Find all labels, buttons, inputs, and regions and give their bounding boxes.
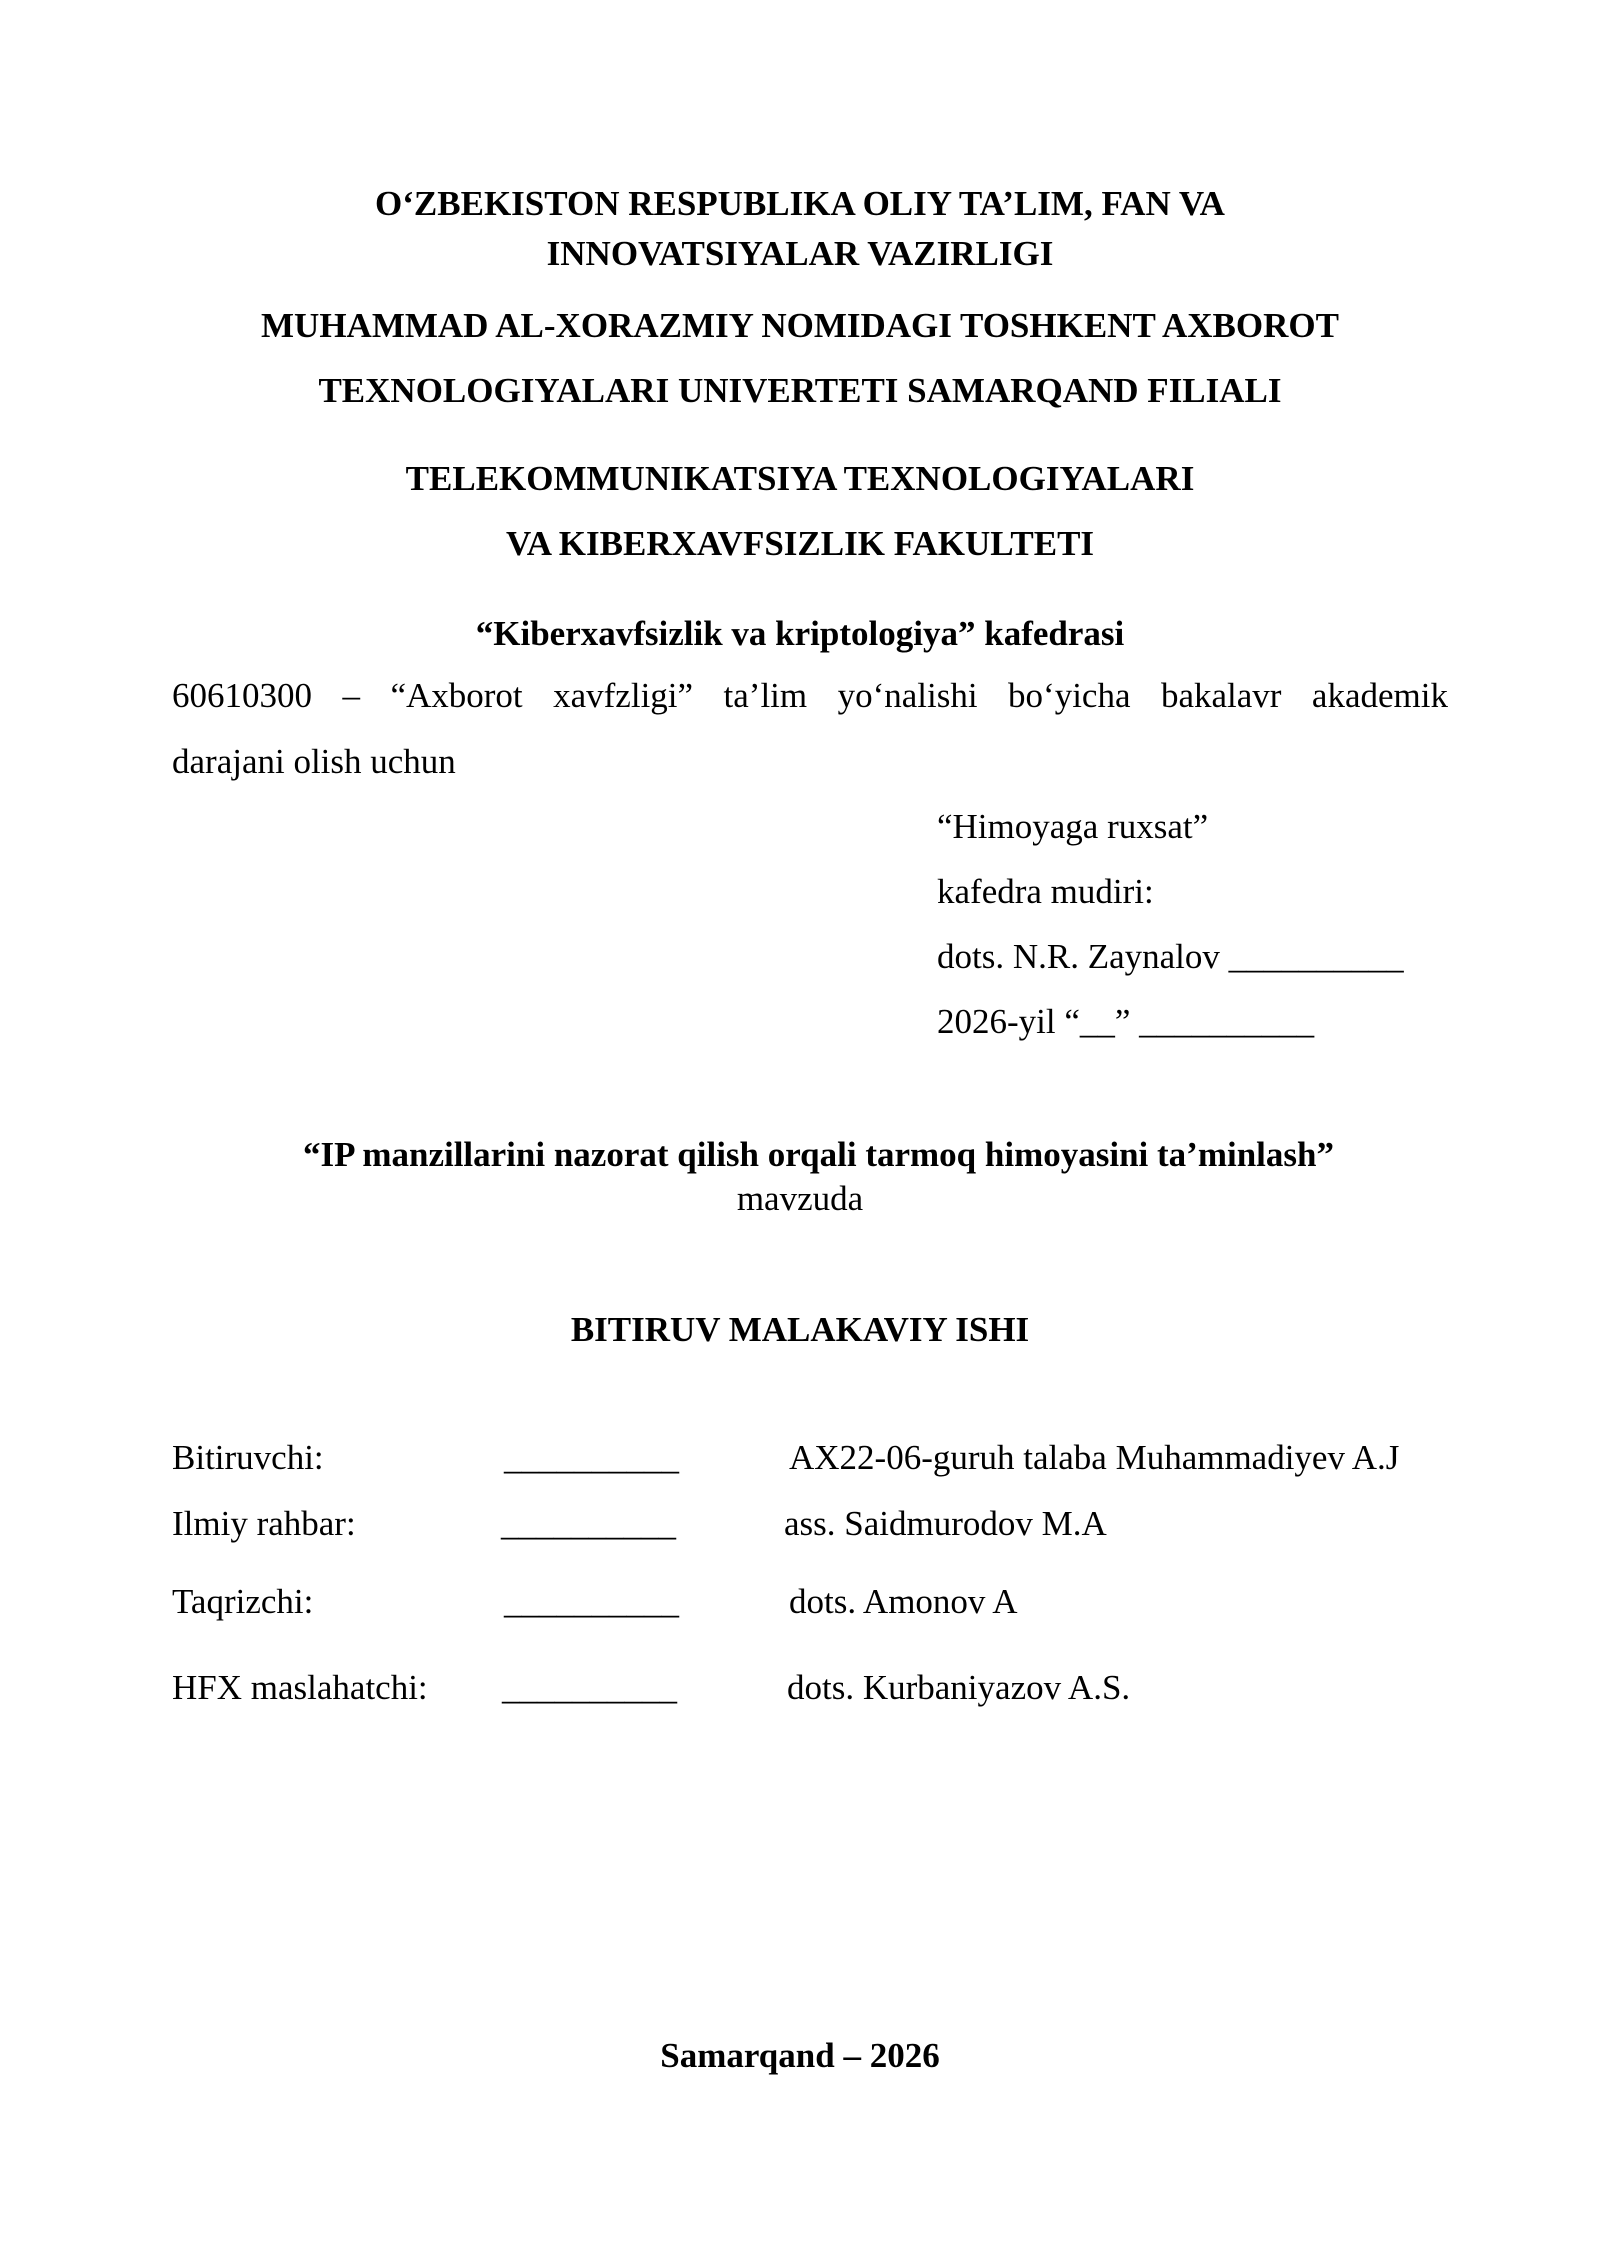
faculty-line-2: VA KIBERXAVFSIZLIK FAKULTETI — [505, 524, 1095, 563]
signature-blank: __________ — [501, 1504, 676, 1543]
signature-blank: __________ — [504, 1438, 679, 1477]
signature-label: HFX maslahatchi: — [172, 1668, 428, 1707]
program-line-1: 60610300 – “Axborot xavfzligi” ta’lim yo‘nalishi bo‘yicha bakalavr akademik — [172, 676, 1448, 715]
topic-suffix: mavzuda — [736, 1179, 864, 1218]
topic-title: “IP manzillarini nazorat qilish orqali tarmoq himoyasini ta’minlash” — [303, 1135, 1334, 1174]
signature-label: Ilmiy rahbar: — [172, 1504, 356, 1543]
signature-name: AX22-06-guruh talaba Muhammadiyev A.J — [789, 1438, 1400, 1477]
program-line-2: darajani olish uchun — [172, 742, 456, 781]
place-year: Samarqand – 2026 — [660, 2036, 940, 2075]
work-type: BITIRUV MALAKAVIY ISHI — [570, 1310, 1030, 1349]
signature-label: Taqrizchi: — [172, 1582, 314, 1621]
university-line-1: MUHAMMAD AL-XORAZMIY NOMIDAGI TOSHKENT AXBOROT — [261, 306, 1339, 345]
ministry-line-1: O‘ZBEKISTON RESPUBLIKA OLIY TA’LIM, FAN VA — [375, 184, 1225, 223]
signature-name: ass. Saidmurodov M.A — [784, 1504, 1107, 1543]
approval-date: 2026-yil “__” __________ — [937, 1002, 1315, 1041]
signature-blank: __________ — [504, 1582, 679, 1621]
approval-role: kafedra mudiri: — [937, 872, 1154, 911]
signature-name: dots. Amonov A — [789, 1582, 1018, 1621]
approval-title: “Himoyaga ruxsat” — [937, 807, 1209, 846]
department-name: “Kiberxavfsizlik va kriptologiya” kafedrasi — [475, 614, 1125, 653]
signature-blank: __________ — [502, 1668, 677, 1707]
approval-head-name: dots. N.R. Zaynalov __________ — [937, 937, 1404, 976]
university-line-2: TEXNOLOGIYALARI UNIVERTETI SAMARQAND FILIALI — [318, 371, 1282, 410]
faculty-line-1: TELEKOMMUNIKATSIYA TEXNOLOGIYALARI — [405, 459, 1195, 498]
signature-name: dots. Kurbaniyazov A.S. — [787, 1668, 1131, 1707]
ministry-line-2: INNOVATSIYALAR VAZIRLIGI — [546, 234, 1054, 273]
signature-label: Bitiruvchi: — [172, 1438, 324, 1477]
